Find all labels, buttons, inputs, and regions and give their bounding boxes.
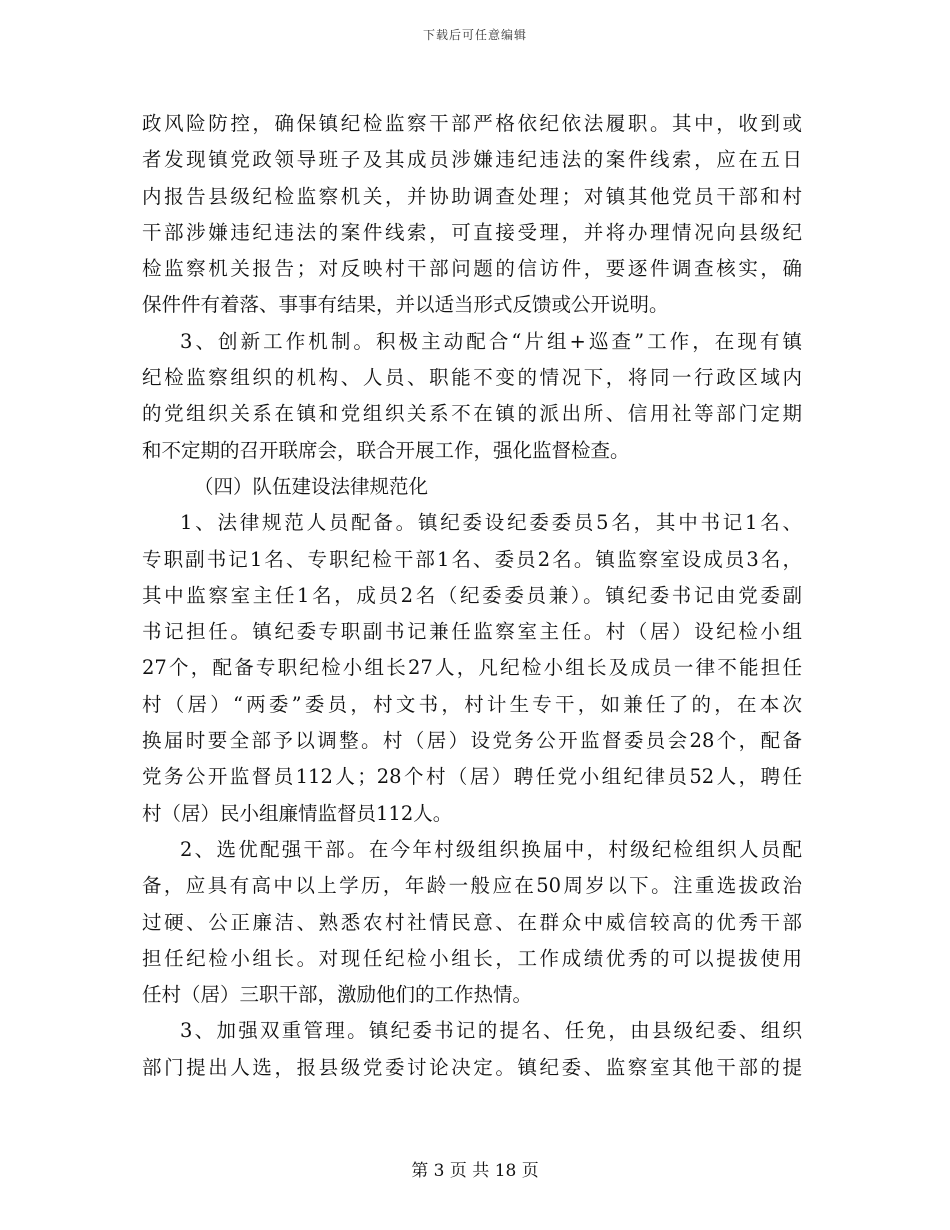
text-line: 过硬、公正廉洁、熟悉农村社情民意、在群众中威信较高的优秀干部 xyxy=(142,910,802,934)
text-line: 27个，配备专职纪检小组长27人，凡纪检小组长及成员一律不能担任 xyxy=(142,656,802,680)
text-line: 其中监察室主任1名，成员2名（纪委委员兼）。镇纪委书记由党委副 xyxy=(142,583,802,607)
document-body xyxy=(142,106,802,1086)
text-line: 和不定期的召开联席会，联合开展工作，强化监督检查。 xyxy=(142,438,630,462)
text-line: 专职副书记1名、专职纪检干部1名、委员2名。镇监察室设成员3名， xyxy=(142,547,802,571)
header-note: 下载后可任意编辑 xyxy=(422,28,527,42)
text-line: 换届时要全部予以调整。村（居）设党务公开监督委员会28个，配备 xyxy=(142,729,802,753)
text-line: 内报告县级纪检监察机关，并协助调查处理；对镇其他党员干部和村 xyxy=(142,184,802,208)
text-line: 备，应具有高中以上学历，年龄一般应在50周岁以下。注重选拔政治 xyxy=(142,874,802,898)
text-line: 政风险防控，确保镇纪检监察干部严格依纪依法履职。其中，收到或 xyxy=(142,112,802,135)
page-number: 第 3 页 共 18 页 xyxy=(411,1161,539,1181)
text-line: 担任纪检小组长。对现任纪检小组长，工作成绩优秀的可以提拔使用 xyxy=(142,946,802,970)
text-line: 1、法律规范人员配备。镇纪委设纪委委员5名，其中书记1名、 xyxy=(180,511,802,535)
text-line: 3、加强双重管理。镇纪委书记的提名、任免，由县级纪委、组织 xyxy=(180,1019,802,1043)
text-line: 3、创新工作机制。积极主动配合“片组+巡查”工作，在现有镇 xyxy=(180,329,802,353)
text-line: 保件件有着落、事事有结果，并以适当形式反馈或公开说明。 xyxy=(142,293,669,317)
text-line: 党务公开监督员112人；28个村（居）聘任党小组纪律员52人，聘任 xyxy=(142,765,802,789)
text-line: 的党组织关系在镇和党组织关系不在镇的派出所、信用社等部门定期 xyxy=(142,402,802,426)
text-line: 检监察机关报告；对反映村干部问题的信访件，要逐件调查核实，确 xyxy=(142,257,802,281)
text-line: 2、选优配强干部。在今年村级组织换届中，村级纪检组织人员配 xyxy=(180,837,802,861)
text-line: 者发现镇党政领导班子及其成员涉嫌违纪违法的案件线索，应在五日 xyxy=(142,148,802,172)
text-line: 书记担任。镇纪委专职副书记兼任监察室主任。村（居）设纪检小组 xyxy=(142,620,802,644)
text-line: 任村（居）三职干部，激励他们的工作热情。 xyxy=(142,983,533,1007)
text-line: 村（居）民小组廉情监督员112人。 xyxy=(142,801,453,825)
text-line: 干部涉嫌违纪违法的案件线索，可直接受理，并将办理情况向县级纪 xyxy=(142,220,802,244)
text-line: 部门提出人选，报县级党委讨论决定。镇纪委、监察室其他干部的提 xyxy=(142,1055,802,1079)
text-line: 村（居）“两委”委员，村文书，村计生专干，如兼任了的，在本次 xyxy=(142,692,802,716)
text-line: 纪检监察组织的机构、人员、职能不变的情况下，将同一行政区域内 xyxy=(142,366,802,390)
section-heading: （四）队伍建设法律规范化 xyxy=(194,474,429,498)
